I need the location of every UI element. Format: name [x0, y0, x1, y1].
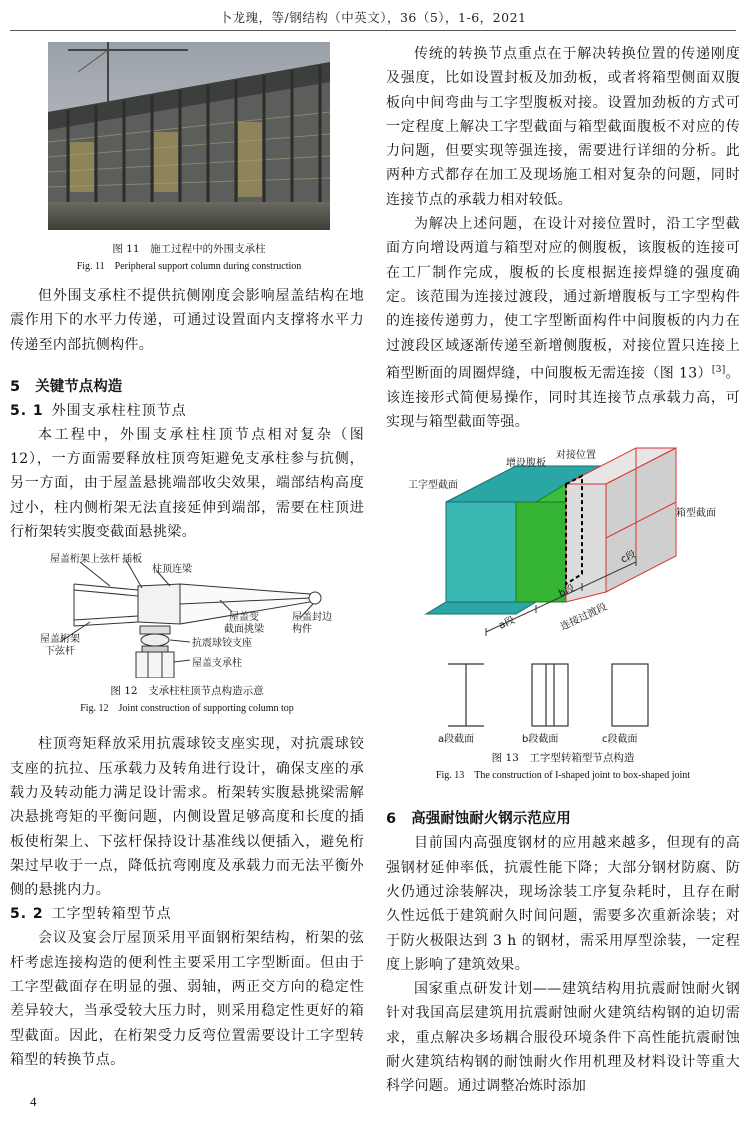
left-column	[10, 42, 364, 1072]
right-paragraph-4: 国家重点研发计划——建筑结构用抗震耐蚀耐火钢针对我国高层建筑用抗震耐蚀耐火建筑结构钢的迫切需求，重点解决多场耦合服役环境条件下高性能抗震耐蚀耐火建筑结构钢的耐蚀耐火作用机理及材料设计等重大科学问题。通过调整冶炼时添加	[386, 981, 740, 1095]
figure-11	[48, 42, 330, 276]
right-paragraph-2	[386, 212, 740, 434]
fig12-label-lower-chord-line2: 下弦杆	[45, 646, 75, 658]
fig13-label-section-c: c段截面	[602, 734, 638, 746]
right-paragraph-2-end: 。该连接形式简便易操作，同时其连接节点承载力高，可实现与箱型截面等强。	[386, 365, 740, 431]
subsection-5-1-number: 5. 1	[10, 402, 44, 419]
fig13-label-butt-position: 对接位置	[556, 450, 596, 462]
left-paragraph-3: 柱顶弯矩释放采用抗震球铰支座实现，对抗震球铰支座的抗拉、压承载力及转角进行设计，确保支座的承载力及转动能力满足设计需求。桁架转实腹悬挑梁需解决悬挑弯矩的平衡问题，内侧设置足够高度和长度的插板使桁架上、下弦杆保持设计基准线以便插入，避免桁架过早收于一点，降低抗弯刚度及承载力而无法平衡外侧的悬挑内力。	[10, 736, 364, 899]
fig12-label-edge-member-line1: 屋盖封边	[292, 612, 332, 624]
right-paragraph-2-text: 为解决上述问题，在设计对接位置时，沿工字型截面方向增设两道与箱型对应的侧腹板，该腹板的连接可在工厂制作完成，腹板的长度根据连接焊缝的强度确定。该范围为连接过渡段，通过新增腹板与工字型构件的连接传递剪力，使工字型断面构件中间腹板的内力在过渡段区域逐渐传递至新增侧腹板，对接位置只连接上箱型断面的周圈焊缝，中间腹板无需连接（图 13）	[386, 216, 740, 382]
fig13-label-seg-a: a段	[497, 615, 517, 633]
citation-3: [3]	[711, 364, 726, 375]
figure-12-caption-en: Fig. 12 Joint construction of supporting column top	[80, 703, 294, 715]
figure-11-caption-en: Fig. 11 Peripheral support column during construction	[76, 261, 302, 272]
section-5-number: 5	[10, 378, 21, 395]
fig12-label-lower-chord-line1: 屋盖桁架	[40, 634, 80, 646]
fig13-label-box-section: 箱型截面	[676, 508, 716, 520]
section-5-heading	[10, 375, 364, 399]
figure-12-caption-zh: 图 12 支承柱柱顶节点构造示意	[110, 685, 264, 698]
right-paragraph-3: 目前国内高强度钢材的应用越来越多，但现有的高强钢材延伸率低，抗震性能下降；大部分钢材防腐、防火仍通过涂装解决，现场涂装工序复杂耗时，且存在耐久性远低于建筑耐久时间问题，需要多次重新涂装；对于防火极限达到 3 h 的钢材，需采用厚型涂装，一定程度上影响了建筑效果。	[386, 835, 740, 973]
subsection-5-2-title: 工字型转箱型节点	[51, 906, 172, 923]
section-6-heading	[386, 807, 740, 831]
left-paragraph-1: 但外围支承柱不提供抗侧刚度会影响屋盖结构在地震作用下的水平力传递，可通过设置面内支撑将水平力传递至内部抗侧构件。	[10, 288, 364, 353]
fig13-label-added-web: 增设腹板	[506, 458, 546, 470]
figure-11-caption-zh: 图 11 施工过程中的外围支承柱	[112, 243, 266, 255]
figure-13-caption-en: Fig. 13 The construction of I-shaped joint to box-shaped joint	[435, 770, 691, 782]
fig12-label-edge-member	[292, 612, 332, 636]
subsection-5-2-heading	[10, 902, 364, 926]
header-rule	[10, 30, 736, 31]
subsection-5-1-heading	[10, 399, 364, 423]
figure-13	[386, 442, 740, 746]
fig12-label-support-column: 屋盖支承柱	[192, 658, 242, 670]
fig13-label-section-a: a段截面	[438, 734, 475, 746]
fig12-label-variable-beam-line1: 屋盖变	[229, 612, 259, 624]
fig13-label-seg-b: b段	[557, 583, 577, 601]
fig12-label-lower-chord	[40, 634, 80, 658]
page-number: 4	[30, 1094, 37, 1109]
figure-13-caption-zh: 图 13 工字型转箱型节点构造	[491, 752, 635, 765]
subsection-5-1-title: 外围支承柱柱顶节点	[51, 402, 187, 419]
subsection-5-2-number: 5. 2	[10, 906, 44, 923]
fig13-label-section-b: b段截面	[522, 734, 559, 746]
fig12-label-edge-member-line2: 构件	[292, 624, 312, 636]
fig13-label-seg-c: c段	[619, 549, 638, 566]
construction-photo	[48, 42, 330, 230]
section-6-title: 高强耐蚀耐火钢示范应用	[411, 811, 571, 828]
fig12-label-bearing: 抗震球铰支座	[192, 638, 252, 650]
fig12-label-upper-chord: 屋盖桁架上弦杆	[50, 554, 120, 566]
fig12-label-variable-beam	[224, 612, 264, 636]
fig13-label-i-section: 工字型截面	[408, 480, 458, 492]
section-6-number: 6	[386, 811, 397, 828]
right-paragraph-1: 传统的转换节点重点在于解决转换位置的传递刚度及强度，比如设置封板及加劲板，或者将箱型侧面双腹板向中间弯曲与工字型腹板对接。设置加劲板的方式可一定程度上解决工字型截面与箱型截面腹板不对应的传力问题，但要实现等强连接，需要进行详细的分析。此两种方式都存在加工及现场施工相对复杂的问题，同时连接节点的承载力相对较低。	[386, 46, 740, 208]
fig12-label-column-top-link: 柱顶连梁	[152, 564, 192, 576]
fig12-label-plug-plate: 插板	[122, 554, 142, 566]
left-paragraph-4: 会议及宴会厅屋顶采用平面钢桁架结构，桁架的弦杆考虑连接构造的便利性主要采用工字型断面。但由于工字型截面存在明显的强、弱轴，两正交方向的稳定性差异较大，当承受较大压力时，则采用稳定性更好的箱型截面。因此，在桁架受力反弯位置需要设计工字型转箱型的转换节点。	[10, 930, 364, 1068]
section-5-title: 关键节点构造	[35, 378, 123, 395]
fig13-label-transition: 连接过渡段	[558, 602, 609, 634]
left-paragraph-2: 本工程中，外围支承柱柱顶节点相对复杂（图 12），一方面需要释放柱顶弯矩避免支承柱参与抗侧，另一方面，由于屋盖悬挑端部收尖效果，端部结构高度过小，柱内侧桁架无法直接延伸到端部，需要在柱顶进行桁架转实腹变截面悬挑梁。	[10, 426, 364, 541]
fig12-label-variable-beam-line2: 截面挑梁	[224, 624, 264, 636]
running-header: 卜龙瑰，等/钢结构（中英文），36（5），1-6，2021	[219, 10, 527, 25]
right-column	[386, 42, 740, 1099]
figure-12	[10, 550, 364, 678]
